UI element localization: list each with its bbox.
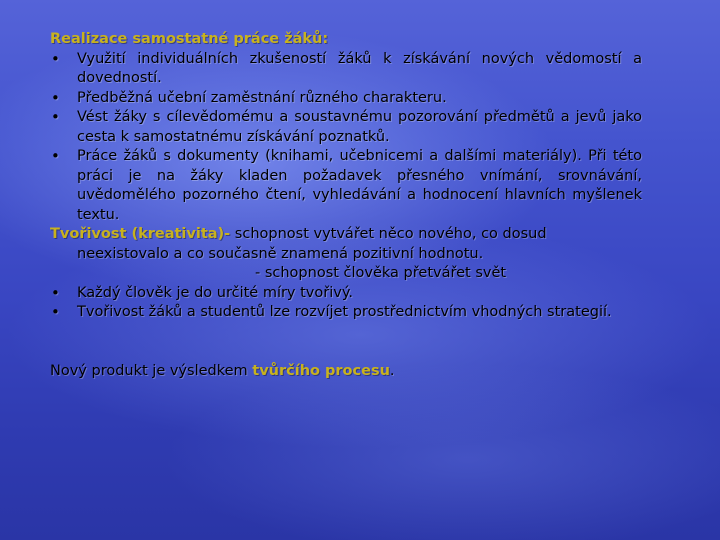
- spacer: [50, 323, 642, 362]
- bullet-item: [50, 50, 642, 89]
- definition-term: Tvořivost (kreativita)-: [50, 226, 231, 242]
- definition-continuation: neexistovalo a co současně znamená pozitivní hodnotu.: [77, 245, 484, 262]
- bullet-item: [50, 303, 642, 323]
- closing-sentence: [50, 362, 642, 382]
- bullet-icon: •: [51, 49, 60, 68]
- bullet-icon: •: [51, 147, 60, 165]
- bullet-item: [50, 108, 642, 147]
- bullet-text: Práce žáků s dokumenty (knihami, učebnicemi a dalšími materiály). Při této práci je na žáky kladen požadavek přesného vnímání, srovnávání, uvědomělého pozorného čtení, vyhledávání a hodnocení hlavních myšlenek textu.: [77, 148, 642, 223]
- bullet-item: [50, 284, 642, 304]
- closing-highlight: tvůrčího procesu: [252, 362, 390, 379]
- closing-suffix: .: [389, 362, 395, 379]
- bullet-icon: •: [51, 88, 60, 107]
- slide-content: [50, 30, 642, 381]
- bullet-item: [50, 147, 642, 225]
- bullet-text: Tvořivost žáků a studentů lze rozvíjet prostřednictvím vhodných strategií.: [77, 304, 612, 320]
- bullet-text: Vést žáky s cílevědomému a soustavnému pozorování předmětů a jevů jako cesta k samostatnému získávání poznatků.: [77, 109, 642, 145]
- bullet-text: Předběžná učební zaměstnání různého charakteru.: [77, 89, 447, 106]
- closing-prefix: Nový produkt je výsledkem: [50, 362, 253, 379]
- bullet-icon: •: [51, 283, 60, 302]
- definition-block: [50, 225, 642, 264]
- definition-second: - schopnost člověka přetvářet svět: [255, 265, 507, 281]
- definition-first-line: schopnost vytvářet něco nového, co dosud: [230, 226, 547, 242]
- bullet-text: Každý člověk je do určité míry tvořivý.: [77, 284, 353, 301]
- bullet-text: Využití individuálních zkušeností žáků k získávání nových vědomostí a dovedností.: [77, 50, 642, 86]
- bullet-icon: •: [51, 303, 60, 321]
- section-heading: Realizace samostatné práce žáků:: [50, 31, 329, 47]
- bullet-item: [50, 89, 642, 109]
- bullet-icon: •: [51, 108, 60, 126]
